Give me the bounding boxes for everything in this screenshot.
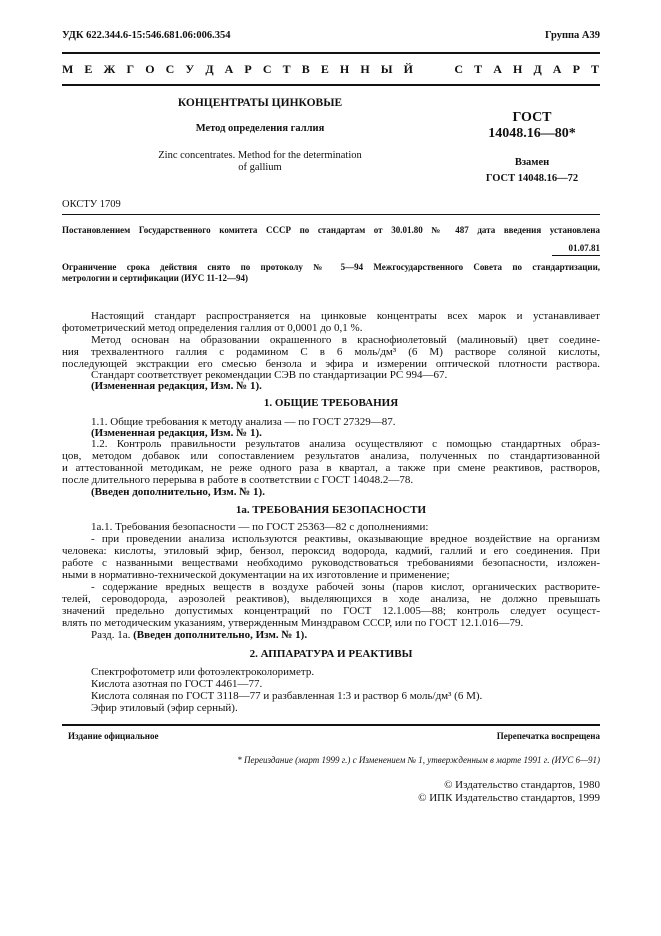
section-2-title: 2. АППАРАТУРА И РЕАКТИВЫ [249, 648, 413, 660]
s1-p2: (Измененная редакция, Изм. № 1). [91, 427, 262, 439]
s1-p3-l4: после длительного перерыва в работе в соответствии с ГОСТ 14048.2—78. [62, 474, 414, 486]
oksty-code: ОКСТУ 1709 [62, 199, 121, 210]
group-code: Группа А39 [544, 30, 600, 41]
intro-p2-l2: ния трехвалентного галлия с родамином С в 6 моль/дм³ (6 М) растворе соляной кислоты, [62, 346, 600, 358]
s1a-l7: телей, сероводорода, аэрозолей реактивов), выделяющихся в ходе анализа, не должно превышать [62, 593, 600, 605]
s1a-l10 [91, 629, 307, 641]
limit-text-1: Ограничение срока действия снято по протоколу № 5—94 Межгосударственного Совета по стандартизации, [62, 262, 600, 272]
reissue-note: * Переиздание (март 1999 г.) с Изменением № 1, утвержденным в марте 1991 г. (ИУС 6—91) [237, 755, 600, 765]
intro-p4: (Измененная редакция, Изм. № 1). [91, 380, 262, 392]
section-1a-title: 1а. ТРЕБОВАНИЯ БЕЗОПАСНОСТИ [235, 504, 427, 516]
udk-code: УДК 622.344.6-15:546.681.06:006.354 [62, 30, 231, 41]
doc-title-en-2: of gallium [238, 162, 282, 173]
banner-rule [62, 84, 600, 86]
s1a-l8: значений предельно допустимых концентраций по ГОСТ 12.1.005—88; контроль следует осущест- [62, 605, 600, 617]
s1a-l6: - содержание вредных веществ в воздухе рабочей зоны (паров кислот, органических растворите- [91, 581, 600, 593]
doc-title-en-1: Zinc concentrates. Method for the determination [158, 150, 362, 161]
footer-rule [62, 724, 600, 726]
replaces-label: Взамен [514, 157, 550, 168]
standard-banner: М Е Ж Г О С У Д А Р С Т В Е Н Н Ы Й С Т А Н Д А Р Т [62, 62, 600, 76]
doc-subtitle: Метод определения галлия [195, 123, 325, 134]
s1-p4: (Введен дополнительно, Изм. № 1). [91, 486, 265, 498]
gost-label: ГОСТ [512, 110, 552, 125]
s1a-l1: 1а.1. Требования безопасности — по ГОСТ 25363—82 с дополнениями: [91, 521, 429, 533]
intro-p2-l3: последующей экстракции его смесью бензола и эфира и измерении оптической плотности раствора. [62, 358, 600, 370]
s2-l2: Кислота азотная по ГОСТ 4461—77. [91, 678, 263, 690]
section-1-title: 1. ОБЩИЕ ТРЕБОВАНИЯ [263, 397, 399, 409]
s2-l4: Эфир этиловый (эфир серный). [91, 702, 238, 714]
copyright-1980: © Издательство стандартов, 1980 [444, 779, 600, 791]
decree-text: Постановлением Государственного комитета СССР по стандартам от 30.01.80 № 487 дата введения установлена [62, 225, 600, 235]
limit-text-2: метрологии и сертификации (ИУС 11-12—94) [62, 273, 248, 283]
oksty-rule [62, 214, 600, 215]
doc-title: КОНЦЕНТРАТЫ ЦИНКОВЫЕ [177, 97, 343, 109]
decree-date: 01.07.81 [568, 243, 600, 253]
gost-number: 14048.16—80* [488, 126, 576, 141]
reprint-notice: Перепечатка воспрещена [496, 731, 600, 741]
s1a-l5: ными в нормативно-технической документации на их изготовление и применение; [62, 569, 450, 581]
s1a-l10-note: (Введен дополнительно, Изм. № 1). [133, 629, 308, 641]
s1-p1: 1.1. Общие требования к методу анализа — по ГОСТ 27329—87. [91, 416, 396, 428]
s1a-l4: работе с названными веществами необходимо руководствоваться требованиями безопасности, изложен- [62, 557, 600, 569]
s1-p3-l1: 1.2. Контроль правильности результатов анализа осуществляют с помощью стандартных образ- [91, 438, 600, 450]
s1-p3-l3: и аттестованной методикам, не реже одного раза в квартал, а также при смене реактивов, растворов, [62, 462, 600, 474]
intro-p2-l1: Метод основан на образовании окрашенного в краснофиолетовый (малиновый) цвет соедине- [91, 334, 600, 346]
s1a-l9: влять по методическим указаниям, утвержденным Минздравом СССР, или по ГОСТ 12.1.016—79. [62, 617, 524, 629]
official-edition: Издание официальное [68, 731, 159, 741]
intro-p1-l1: Настоящий стандарт распространяется на цинковые концентраты всех марок и устанавливает [91, 310, 600, 322]
copyright-1999: © ИПК Издательство стандартов, 1999 [418, 792, 600, 804]
s1-p3-l2: цов, методом добавок или сопоставлением результатов анализа, полученных по стандартизованной [62, 450, 600, 462]
s1a-l2: - при проведении анализа используются реактивы, оказывающие вредное воздействие на организм [91, 533, 600, 545]
intro-p3: Стандарт соответствует рекомендации СЭВ по стандартизации PC 994—67. [91, 369, 448, 381]
s1a-l10-prefix: Разд. 1а. [91, 629, 134, 641]
decree-date-rule [552, 255, 600, 256]
replaces-gost: ГОСТ 14048.16—72 [485, 173, 579, 184]
top-rule [62, 52, 600, 54]
intro-p1-l2: фотометрический метод определения галлия от 0,0001 до 0,1 %. [62, 322, 363, 334]
s2-l3: Кислота соляная по ГОСТ 3118—77 и разбавленная 1:3 и раствор 6 моль/дм³ (6 М). [91, 690, 483, 702]
s2-l1: Спектрофотометр или фотоэлектроколориметр. [91, 666, 315, 678]
s1a-l3: человека: кислоты, этиловый эфир, бензол, пероксид водорода, кадмий, галлий и его соединения. При [62, 545, 600, 557]
